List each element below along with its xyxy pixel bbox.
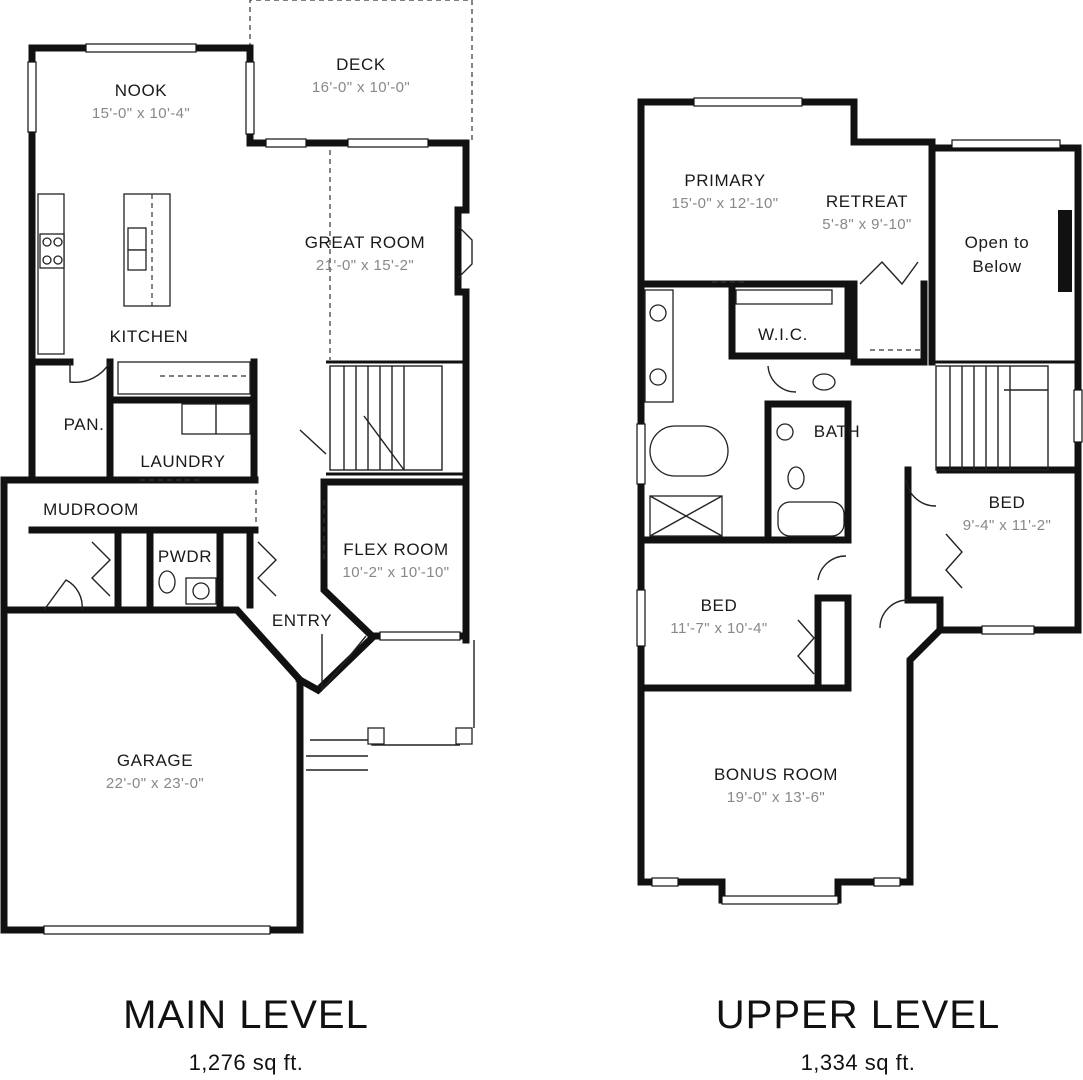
room-name-pantry: PAN.: [63, 415, 105, 434]
front-door: [322, 634, 366, 690]
main-stairs: [326, 150, 466, 470]
porch-post: [456, 728, 472, 744]
door: [818, 556, 846, 580]
room-name-flex-room: FLEX ROOM: [343, 540, 449, 559]
room-dims-deck: 16'-0" x 10'-0": [311, 79, 411, 96]
window: [637, 424, 645, 484]
porch-post: [368, 728, 384, 744]
door: [880, 600, 908, 628]
main-level-area: 1,276 sq ft.: [188, 1050, 304, 1075]
upper-room-labels: [670, 171, 1051, 806]
fireplace-below: [1058, 210, 1072, 292]
window: [874, 878, 900, 886]
front-porch: [306, 640, 474, 770]
room-name-great-room: GREAT ROOM: [304, 233, 426, 252]
room-dims-great-room: 21'-0" x 15'-2": [315, 257, 415, 274]
sink-icon: [777, 424, 793, 440]
room-name-bed-left: BED: [700, 596, 738, 615]
room-name-garage: GARAGE: [116, 751, 194, 770]
room-name-retreat: RETREAT: [825, 192, 909, 211]
room-name-primary: PRIMARY: [684, 171, 766, 190]
open-to-below-line2: Below: [972, 257, 1022, 276]
toilet-icon: [788, 467, 804, 489]
door: [768, 366, 796, 392]
closet-door: [798, 620, 814, 674]
toilet-icon: [159, 571, 175, 593]
upper-level-title: UPPER LEVEL: [715, 993, 1001, 1037]
room-dims-garage: 22'-0" x 23'-0": [105, 775, 205, 792]
room-name-bath: BATH: [813, 422, 861, 441]
main-level-plan: [4, 0, 474, 1075]
window: [982, 626, 1034, 634]
closet-door: [946, 534, 962, 588]
door: [300, 430, 326, 454]
window: [380, 632, 460, 640]
kitchen-counter: [118, 362, 250, 394]
window: [652, 878, 678, 886]
room-name-wic: W.I.C.: [758, 325, 808, 344]
room-dims-bonus-room: 19'-0" x 13'-6": [726, 789, 826, 806]
room-dims-flex-room: 10'-2" x 10'-10": [342, 564, 450, 581]
window: [637, 590, 645, 646]
room-name-bonus-room: BONUS ROOM: [713, 765, 839, 784]
room-dims-nook: 15'-0" x 10'-4": [91, 105, 191, 122]
sink-icon: [650, 305, 666, 321]
open-to-below-line1: Open to: [964, 233, 1030, 252]
room-name-deck: DECK: [336, 55, 386, 74]
window: [266, 139, 306, 147]
window: [28, 62, 36, 132]
bathtub-icon: [650, 426, 728, 476]
bathtub-icon: [778, 502, 844, 536]
window: [694, 98, 802, 106]
window: [1074, 390, 1082, 442]
closet-door: [92, 542, 110, 596]
room-name-mudroom: MUDROOM: [43, 500, 139, 519]
main-level-title: MAIN LEVEL: [123, 993, 369, 1037]
upper-level-plan: [637, 98, 1082, 1075]
closet-door: [258, 542, 276, 596]
main-exterior-walls: [4, 48, 472, 930]
room-dims-bed-right: 9'-4" x 11'-2": [962, 517, 1052, 534]
room-name-nook: NOOK: [114, 81, 168, 100]
room-name-kitchen: KITCHEN: [109, 327, 189, 346]
window: [952, 140, 1060, 148]
room-dims-primary: 15'-0" x 12'-10": [671, 195, 779, 212]
window: [246, 62, 254, 134]
sink-icon: [128, 228, 146, 250]
door: [44, 580, 82, 610]
room-name-bed-right: BED: [988, 493, 1026, 512]
main-interior-walls: [32, 362, 466, 636]
room-dims-bed-left: 11'-7" x 10'-4": [670, 620, 768, 637]
upper-level-area: 1,334 sq ft.: [800, 1050, 916, 1075]
kitchen-counter: [38, 194, 64, 354]
room-name-entry: ENTRY: [271, 611, 333, 630]
door: [70, 362, 110, 382]
upper-bath-fixtures: [645, 290, 844, 536]
window: [86, 44, 196, 52]
closet-door: [860, 262, 918, 284]
main-windows: [28, 44, 460, 934]
window: [722, 896, 838, 904]
toilet-icon: [813, 374, 835, 390]
garage-door: [44, 926, 270, 934]
upper-stairs: [870, 350, 1048, 470]
sink-icon: [650, 369, 666, 385]
powder-fixtures: [159, 571, 216, 604]
room-name-laundry: LAUNDRY: [140, 452, 226, 471]
room-dims-retreat: 5'-8" x 9'-10": [822, 216, 912, 233]
room-name-powder: PWDR: [157, 547, 213, 566]
window: [348, 139, 428, 147]
